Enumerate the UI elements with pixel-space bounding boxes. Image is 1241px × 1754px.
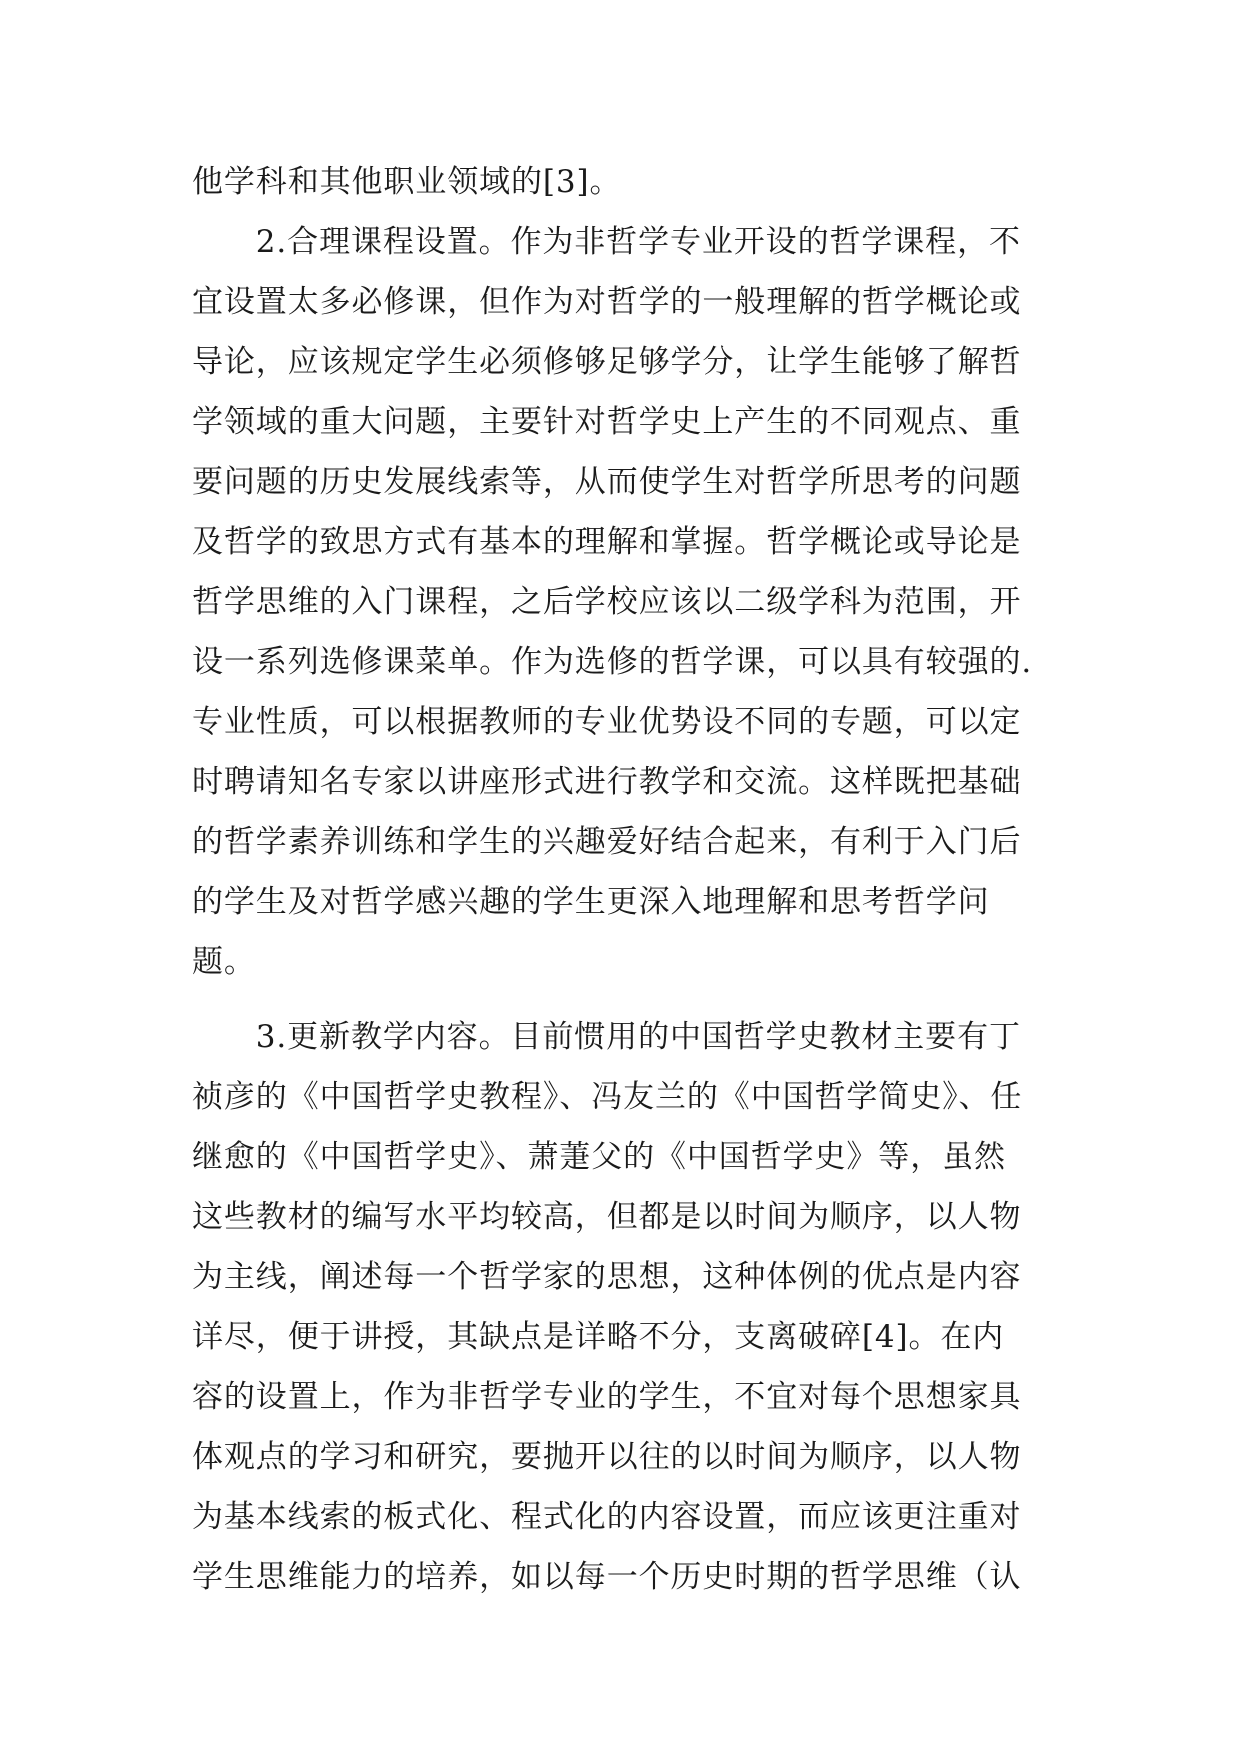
text-line: 及哲学的致思方式有基本的理解和掌握。哲学概论或导论是 (192, 524, 1022, 560)
text-line: 3.更新教学内容。目前惯用的中国哲学史教材主要有丁 (192, 1019, 1021, 1055)
text-line: 设一系列选修课菜单。作为选修的哲学课，可以具有较强的. (192, 644, 1033, 680)
paragraph-spacer (192, 992, 1052, 1007)
text-line: 要问题的历史发展线索等，从而使学生对哲学所思考的问题 (192, 464, 1022, 500)
text-line: 为主线，阐述每一个哲学家的思想，这种体例的优点是内容 (192, 1259, 1022, 1295)
body-text (192, 152, 1052, 1607)
text-line: 的哲学素养训练和学生的兴趣爱好结合起来，有利于入门后 (192, 824, 1022, 860)
text-line: 学生思维能力的培养，如以每一个历史时期的哲学思维（认 (192, 1559, 1022, 1595)
text-line: 的学生及对哲学感兴趣的学生更深入地理解和思考哲学问 (192, 884, 990, 920)
text-line: 专业性质，可以根据教师的专业优势设不同的专题，可以定 (192, 704, 1022, 740)
text-line: 哲学思维的入门课程，之后学校应该以二级学科为范围，开 (192, 584, 1022, 620)
text-line: 这些教材的编写水平均较高，但都是以时间为顺序，以人物 (192, 1199, 1022, 1235)
text-line: 为基本线索的板式化、程式化的内容设置，而应该更注重对 (192, 1499, 1022, 1535)
text-line: 体观点的学习和研究，要抛开以往的以时间为顺序，以人物 (192, 1439, 1022, 1475)
text-line: 学领域的重大问题，主要针对哲学史上产生的不同观点、重 (192, 404, 1022, 440)
text-line: 宜设置太多必修课，但作为对哲学的一般理解的哲学概论或 (192, 284, 1022, 320)
text-line: 时聘请知名专家以讲座形式进行教学和交流。这样既把基础 (192, 764, 1022, 800)
text-line: 2.合理课程设置。作为非哲学专业开设的哲学课程，不 (192, 224, 1021, 260)
text-line: 他学科和其他职业领域的[3]。 (192, 164, 622, 200)
text-line: 详尽，便于讲授，其缺点是详略不分，支离破碎[4]。在内 (192, 1319, 1005, 1355)
text-line: 容的设置上，作为非哲学专业的学生，不宜对每个思想家具 (192, 1379, 1022, 1415)
text-line: 祯彦的《中国哲学史教程》、冯友兰的《中国哲学简史》、任 (192, 1079, 1023, 1115)
text-line: 题。 (192, 944, 256, 980)
text-line: 继愈的《中国哲学史》、萧萐父的《中国哲学史》等，虽然 (192, 1139, 1006, 1175)
text-line: 导论，应该规定学生必须修够足够学分，让学生能够了解哲 (192, 344, 1022, 380)
